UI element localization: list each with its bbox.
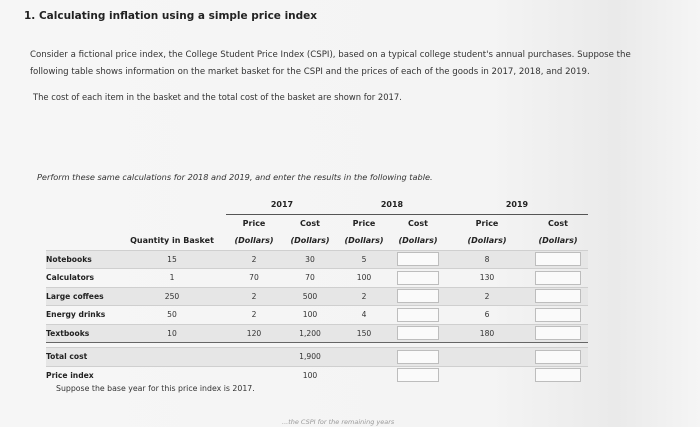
price-2019-cell: 8: [446, 250, 528, 269]
dollars-label-p2017: (Dollars): [234, 236, 274, 246]
price-2018-cell: 4: [338, 306, 390, 325]
cost-2017-cell: 100: [282, 306, 338, 325]
year-2019-header: 2019: [446, 196, 588, 214]
quantity-cell: 250: [118, 287, 226, 306]
cost-2019-input[interactable]: [535, 289, 581, 303]
cost-2018-input[interactable]: [397, 252, 439, 266]
price-2019-cell: 6: [446, 306, 528, 325]
price-2018-cell: 100: [338, 269, 390, 288]
cspi-table: [46, 196, 588, 384]
cost-header-2017: Cost: [300, 218, 320, 228]
quantity-cell: 50: [118, 306, 226, 325]
year-2018-header: 2018: [338, 196, 446, 214]
cost-2018-input[interactable]: [397, 308, 439, 322]
dollars-label-c2017: (Dollars): [290, 236, 330, 246]
cost-2017-cell: 30: [282, 250, 338, 269]
total-cost-2017: 1,900: [282, 348, 338, 367]
price-index-label: Price index: [46, 366, 118, 384]
price-2017-cell: 120: [226, 324, 282, 343]
price-2018-cell: 5: [338, 250, 390, 269]
price-index-row: [46, 366, 588, 384]
intro-note: The cost of each item in the basket and the total cost of the basket are shown for 2017.: [33, 92, 402, 102]
quantity-header: Quantity in Basket: [130, 236, 214, 246]
price-2019-cell: 180: [446, 324, 528, 343]
column-header-row-1: [46, 214, 588, 232]
total-cost-2019-input[interactable]: [535, 350, 581, 364]
total-cost-2018-input[interactable]: [397, 350, 439, 364]
table-row: [46, 250, 588, 269]
table-row: [46, 306, 588, 325]
price-2019-cell: 2: [446, 287, 528, 306]
price-2017-cell: 2: [226, 250, 282, 269]
cost-2019-input[interactable]: [535, 308, 581, 322]
table-row: [46, 269, 588, 288]
price-2018-cell: 150: [338, 324, 390, 343]
question-title: 1. Calculating inflation using a simple price index: [24, 10, 318, 22]
row-label: Large coffees: [46, 287, 118, 306]
cost-2019-input[interactable]: [535, 271, 581, 285]
dollars-label-c2018: (Dollars): [398, 236, 438, 246]
dollars-label-p2019: (Dollars): [467, 236, 507, 246]
column-header-row-2: [46, 232, 588, 250]
total-cost-row: [46, 348, 588, 367]
cost-2019-input[interactable]: [535, 252, 581, 266]
price-header-2018: Price: [352, 218, 376, 228]
quantity-cell: 15: [118, 250, 226, 269]
price-2018-cell: 2: [338, 287, 390, 306]
cost-2018-input[interactable]: [397, 271, 439, 285]
cropped-text: ...the CSPI for the remaining years: [282, 418, 395, 426]
table-row: [46, 324, 588, 343]
base-year-note: Suppose the base year for this price index is 2017.: [56, 384, 255, 393]
row-label: Textbooks: [46, 324, 118, 343]
cost-2019-input[interactable]: [535, 326, 581, 340]
cost-2017-cell: 500: [282, 287, 338, 306]
row-label: Energy drinks: [46, 306, 118, 325]
quantity-cell: 10: [118, 324, 226, 343]
cost-header-2018: Cost: [408, 218, 428, 228]
row-label: Calculators: [46, 269, 118, 288]
dollars-label-p2018: (Dollars): [344, 236, 384, 246]
price-2019-cell: 130: [446, 269, 528, 288]
table-row: [46, 287, 588, 306]
cost-2018-input[interactable]: [397, 289, 439, 303]
year-header-row: [46, 196, 588, 214]
price-2017-cell: 2: [226, 306, 282, 325]
price-header-2017: Price: [242, 218, 266, 228]
cost-2018-input[interactable]: [397, 326, 439, 340]
price-index-2019-input[interactable]: [535, 368, 581, 382]
price-2017-cell: 2: [226, 287, 282, 306]
row-label: Notebooks: [46, 250, 118, 269]
price-2017-cell: 70: [226, 269, 282, 288]
dollars-label-c2019: (Dollars): [538, 236, 578, 246]
year-2017-header: 2017: [226, 196, 338, 214]
instruction-text: Perform these same calculations for 2018 and 2019, and enter the results in the following table.: [37, 172, 433, 182]
price-index-2018-input[interactable]: [397, 368, 439, 382]
price-index-2017: 100: [282, 366, 338, 384]
quantity-cell: 1: [118, 269, 226, 288]
total-cost-label: Total cost: [46, 348, 118, 367]
cost-header-2019: Cost: [548, 218, 568, 228]
cost-2017-cell: 1,200: [282, 324, 338, 343]
price-header-2019: Price: [475, 218, 499, 228]
cost-2017-cell: 70: [282, 269, 338, 288]
intro-paragraph: Consider a fictional price index, the College Student Price Index (CSPI), based on a typical college student's annual purchases. Suppose the following table shows information on the market basket for the CSPI and the prices of each of the goods in 2017, 2018, and 2019.: [30, 50, 631, 77]
